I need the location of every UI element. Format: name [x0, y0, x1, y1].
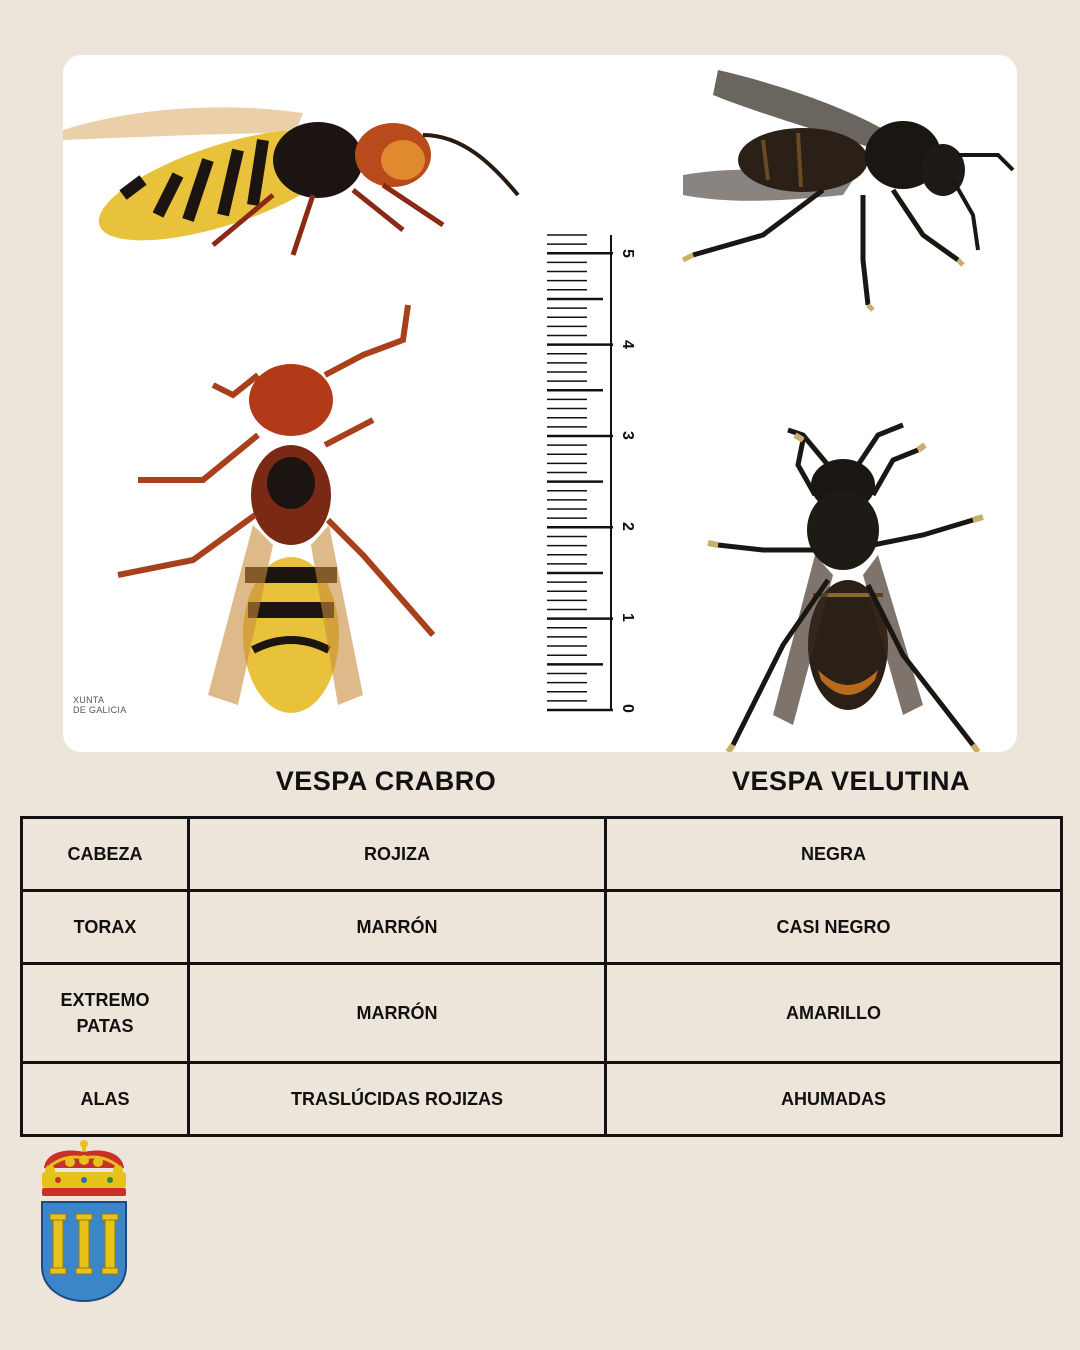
watermark-line-1: XUNTA [73, 695, 105, 705]
feature-cell [22, 964, 189, 1063]
ruler-label-2: 2 [619, 522, 636, 531]
velutina-cell: AMARILLO [606, 964, 1062, 1063]
crabro-cell: MARRÓN [189, 891, 606, 964]
velutina-cell: AHUMADAS [606, 1063, 1062, 1136]
velutina-cell: CASI NEGRO [606, 891, 1062, 964]
crown-icon [42, 1140, 126, 1196]
ruler-label-3: 3 [619, 431, 636, 440]
crabro-cell: TRASLÚCIDAS ROJIZAS [189, 1063, 606, 1136]
crabro-cell: MARRÓN [189, 964, 606, 1063]
table-row-cabeza [22, 818, 1062, 891]
crabro-side-view [63, 107, 518, 263]
velutina-side-view [683, 70, 1013, 310]
measurement-ruler [547, 235, 636, 713]
feature-cell: CABEZA [22, 818, 189, 891]
table-row-alas [22, 1063, 1062, 1136]
feature-line-2: PATAS [76, 1016, 134, 1036]
velutina-top-view [708, 425, 983, 752]
shield-icon [42, 1202, 126, 1301]
xunta-watermark [73, 695, 127, 715]
species-title-crabro: VESPA CRABRO [275, 766, 497, 796]
feature-cell: ALAS [22, 1063, 189, 1136]
photo-panel [63, 55, 1017, 752]
comparison-table [20, 816, 1063, 1137]
table-row-torax [22, 891, 1062, 964]
hornet-comparison-illustration [63, 55, 1017, 752]
municipal-coat-of-arms-icon [36, 1138, 132, 1306]
crabro-cell: ROJIZA [189, 818, 606, 891]
ruler-label-5: 5 [619, 249, 636, 258]
ruler-label-4: 4 [619, 340, 636, 349]
species-title-velutina: VESPA VELUTINA [731, 766, 971, 796]
watermark-line-2: DE GALICIA [73, 705, 127, 715]
ruler-label-0: 0 [619, 704, 636, 713]
feature-cell: TORAX [22, 891, 189, 964]
feature-line-1: EXTREMO [60, 990, 150, 1010]
ruler-label-1: 1 [619, 613, 636, 622]
crabro-top-view [118, 305, 433, 713]
table-row-extremo-patas [22, 964, 1062, 1063]
velutina-cell: NEGRA [606, 818, 1062, 891]
